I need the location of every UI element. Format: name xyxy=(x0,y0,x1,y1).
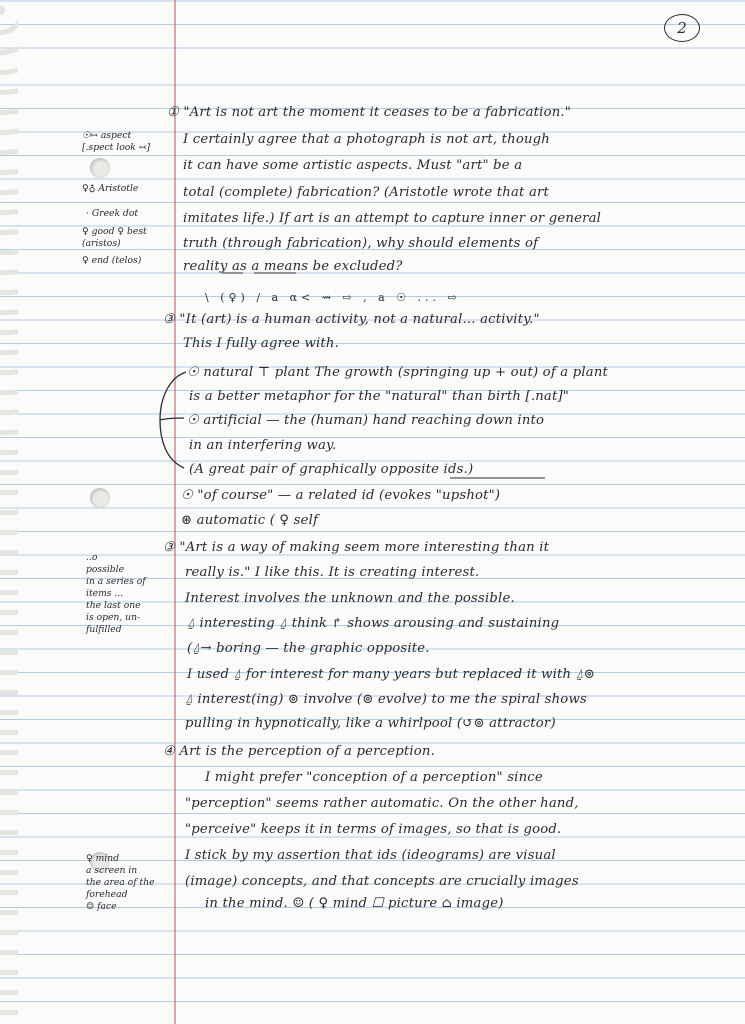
ideogram-row: \ (♀) / a α< ⇝ ⇨ , a ☉ ... ⇨ xyxy=(205,291,461,304)
margin-note-possible: ..o possible in a series of items ... the last one is open, un- fulfilled xyxy=(86,552,146,635)
note-line-9: This I fully agree with. xyxy=(183,336,340,351)
margin-note-aristotle: ♀♁ Aristotle xyxy=(82,183,139,194)
note-line-4: total (complete) fabrication? (Aristotle wrote that art xyxy=(183,185,550,200)
note-line-8: ③ "It (art) is a human activity, not a natural... activity." xyxy=(163,312,540,327)
note-line-14: (A great pair of graphically opposite ids.) xyxy=(189,462,474,477)
note-line-3: it can have some artistic aspects. Must "art" be a xyxy=(183,158,523,173)
note-line-25: ④ Art is the perception of a perception. xyxy=(163,744,436,759)
note-line-24: pulling in hypnotically, like a whirlpool (↺⊚ attractor) xyxy=(185,716,556,731)
note-line-6: truth (through fabrication), why should elements of xyxy=(183,236,539,251)
note-line-16: ⊛ automatic ( ♀ self xyxy=(181,513,319,528)
note-line-5: imitates life.) If art is an attempt to capture inner or general xyxy=(183,211,602,226)
note-line-12: ☉ artificial — the (human) hand reaching down into xyxy=(187,413,545,428)
note-line-19: Interest involves the unknown and the possible. xyxy=(185,591,515,606)
note-line-11: is a better metaphor for the "natural" than birth [.nat]" xyxy=(189,389,570,404)
note-line-20: ⍙ interesting ⍙ think ↱ shows arousing and sustaining xyxy=(187,616,560,631)
note-line-1: ① "Art is not art the moment it ceases to be a fabrication." xyxy=(167,105,572,120)
note-line-26: I might prefer "conception of a perception" since xyxy=(205,770,543,785)
margin-note-greek-dot: · Greek dot xyxy=(86,208,139,219)
note-line-30: (image) concepts, and that concepts are crucially images xyxy=(185,874,579,889)
margin-note-mind: ♀ mind a screen in the area of the forehead ☺ face xyxy=(86,853,155,912)
margin-note-good-best: ♀ good ♀ best (aristos) xyxy=(82,226,147,249)
page-number: 2 xyxy=(664,14,700,42)
margin-note-end-telos: ♀ end (telos) xyxy=(82,255,142,266)
note-line-22: I used ⍙ for interest for many years but replaced it with ⍙⊚ xyxy=(187,667,595,682)
note-line-31: in the mind. ☺ ( ♀ mind ☐ picture ⌂ image) xyxy=(205,896,504,911)
note-line-28: "perceive" keeps it in terms of images, so that is good. xyxy=(185,822,562,837)
note-line-18: really is." I like this. It is creating interest. xyxy=(185,565,480,580)
note-line-27: "perception" seems rather automatic. On the other hand, xyxy=(185,796,579,811)
note-line-10: ☉ natural ⊤ plant The growth (springing up + out) of a plant xyxy=(187,365,609,380)
note-line-7: reality as a means be excluded? xyxy=(183,259,403,274)
note-line-29: I stick by my assertion that ids (ideograms) are visual xyxy=(185,848,556,863)
note-line-13: in an interfering way. xyxy=(189,438,337,453)
note-line-21: (⍙→ boring — the graphic opposite. xyxy=(187,641,430,656)
note-line-17: ③ "Art is a way of making seem more interesting than it xyxy=(163,540,550,555)
note-line-15: ☉ "of course" — a related id (evokes "upshot") xyxy=(181,488,501,503)
note-line-2: I certainly agree that a photograph is not art, though xyxy=(183,132,550,147)
note-line-23: ⍙ interest(ing) ⊚ involve (⊚ evolve) to me the spiral shows xyxy=(185,692,587,707)
margin-note-aspect: ☉↦ aspect [.spect look ↢] xyxy=(82,130,151,153)
